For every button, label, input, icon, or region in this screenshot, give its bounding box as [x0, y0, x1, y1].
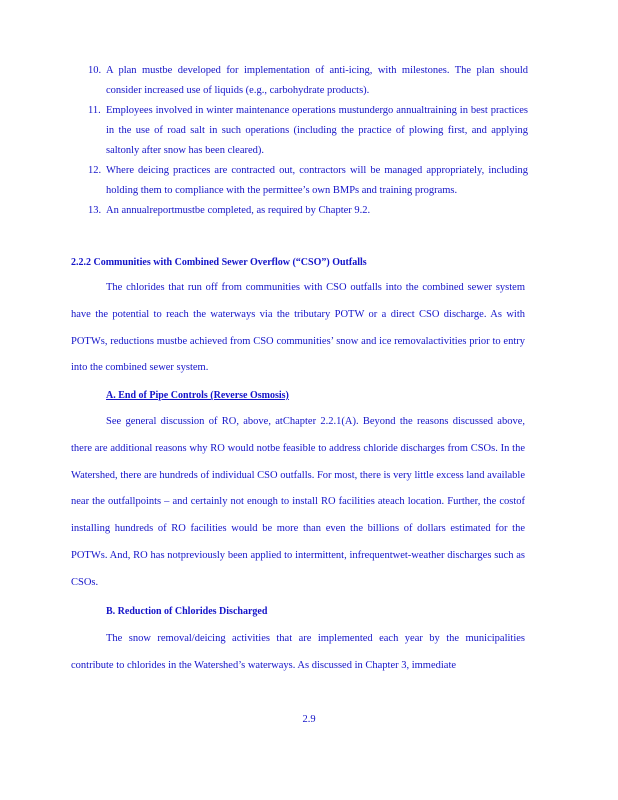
- subheading-end-of-pipe-controls: A. End of Pipe Controls (Reverse Osmosis): [106, 390, 289, 401]
- list-item: [88, 101, 528, 161]
- paragraph-end-of-pipe-controls: See general discussion of RO, above, atChapter 2.2.1(A). Beyond the reasons discussed above, there are additional reasons why RO would notbe feasible to address chloride discharges from CSOs. In the Watershed, there are hundreds of individual CSO outfalls. For most, there is very little excess land available near the outfallpoints – and certainly not enough to install RO facilities ateach location. Further, the costof installing hundreds of RO facilities would be more than even the billions of dollars estimated for the POTWs. And, RO has notpreviously been applied to intermittent, infrequentwet-weather discharges such as CSOs.: [71, 416, 525, 588]
- list-item-text: A plan mustbe developed for implementation of anti-icing, with milestones. The plan should consider increased use of liquids (e.g., carbohydrate products).: [106, 65, 528, 96]
- subheading-reduction-of-chlorides: B. Reduction of Chlorides Discharged: [106, 606, 268, 617]
- numbered-list: [88, 61, 528, 221]
- list-item-text: An annualreportmustbe completed, as required by Chapter 9.2.: [106, 205, 371, 216]
- list-item-number: 13.: [88, 205, 102, 216]
- list-item-number: 12.: [88, 165, 102, 176]
- list-item: [88, 161, 528, 201]
- list-item: [88, 201, 528, 221]
- list-item-text: Where deicing practices are contracted out, contractors will be managed appropriately, including holding them to compliance with the permittee’s own BMPs and training programs.: [106, 165, 528, 196]
- list-item: [88, 61, 528, 101]
- paragraph-reduction-of-chlorides: The snow removal/deicing activities that are implemented each year by the municipalities contribute to chlorides in the Watershed’s waterways. As discussed in Chapter 3, immediate: [71, 633, 525, 671]
- section-heading: 2.2.2 Communities with Combined Sewer Overflow (“CSO”) Outfalls: [71, 257, 367, 268]
- section-paragraph: The chlorides that run off from communities with CSO outfalls into the combined sewer system have the potential to reach the waterways via the tributary POTW or a direct CSO discharge. As with POTWs, reductions mustbe achieved from CSO communities’ snow and ice removalactivities prior to entry into the combined sewer system.: [71, 282, 525, 374]
- list-item-number: 10.: [88, 65, 102, 76]
- list-item-number: 11.: [88, 105, 101, 116]
- list-item-text: Employees involved in winter maintenance operations mustundergo annualtraining in best practices in the use of road salt in such operations (including the practice of plowing first, and applying saltonly after snow has been cleared).: [106, 105, 528, 156]
- page-number: 2.9: [302, 714, 316, 725]
